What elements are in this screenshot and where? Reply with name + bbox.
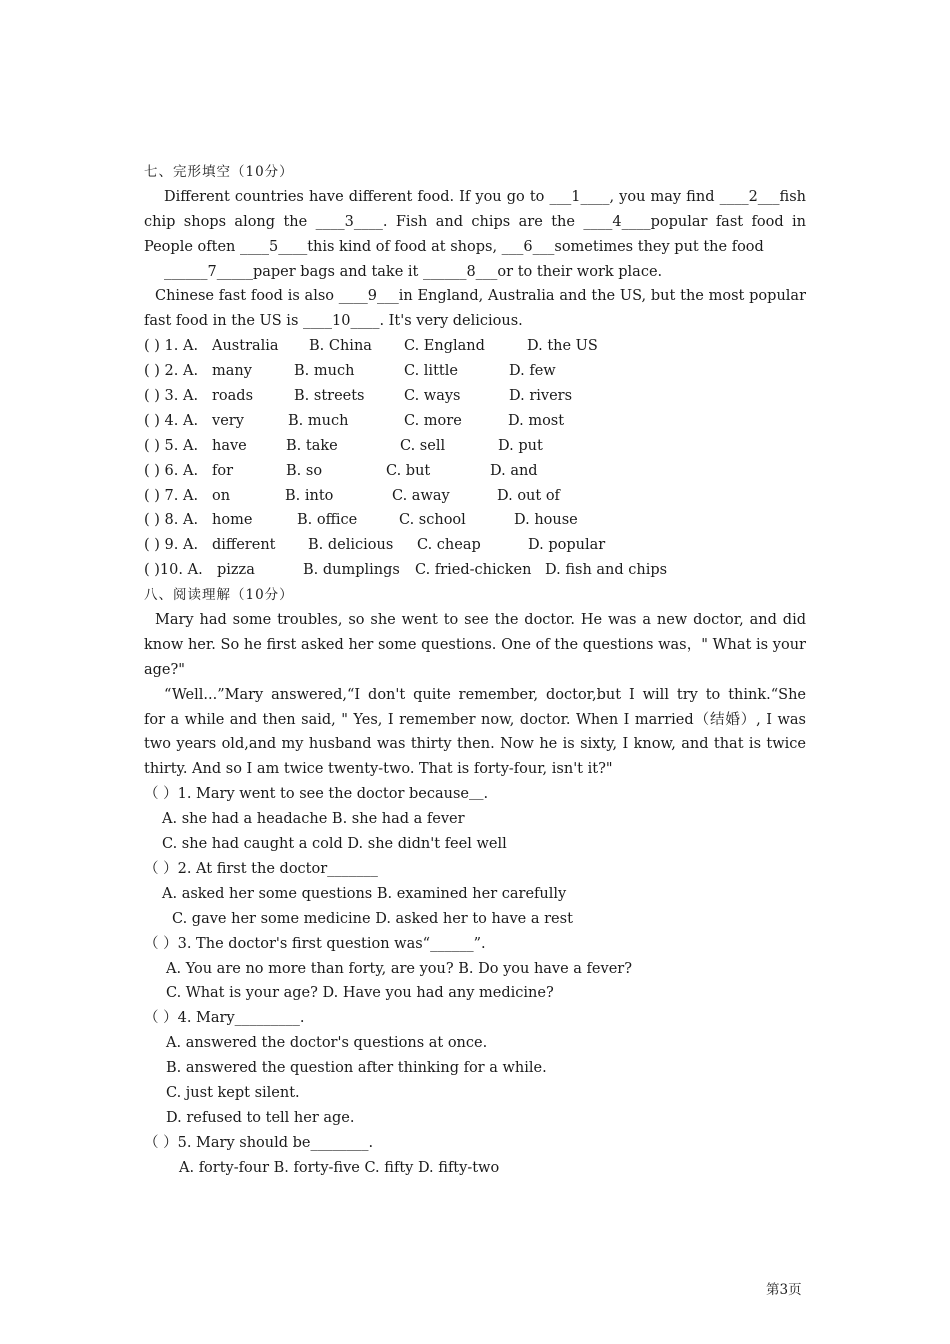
cloze-question-row [144,334,806,359]
option-d: D. and [490,462,538,479]
option-c: C. fried-chicken [415,562,532,579]
reading-question-options: A. You are no more than forty, are you? B. Do you have a fever? [166,960,632,977]
reading-passage-line: “Well...”Mary answered,“I don't quite remember, doctor,but I will try to think.“She [164,686,806,703]
cloze-passage-line: Chinese fast food is also ____9___in England, Australia and the US, but the most popular [155,288,806,305]
option-a: Australia [212,338,279,355]
cloze-passage-line: Different countries have different food. If you go to ___1____, you may find ____2___fish [164,188,806,205]
option-a: many [212,363,252,380]
option-b: B. streets [294,388,365,405]
reading-question-options: A. answered the doctor's questions at once. [166,1035,488,1052]
reading-passage-line: for a while and then said, " Yes, I remember now, doctor. When I married（结婚）, I was [144,711,806,728]
cloze-question-row [144,558,806,583]
reading-question-options: C. she had caught a cold D. she didn't feel well [162,836,507,853]
question-number: ( ) 6. A. [144,462,199,479]
question-number: ( ) 7. A. [144,487,199,504]
option-d: D. rivers [509,388,573,405]
cloze-question-row [144,384,806,409]
cloze-heading: 七、完形填空（10分） [144,164,294,180]
option-d: D. put [498,437,543,454]
page-content [144,160,806,1181]
option-d: D. popular [528,537,606,554]
reading-question-options: C. What is your age? D. Have you had any medicine? [166,985,554,1002]
option-c: C. more [404,412,462,429]
option-a: for [212,462,234,479]
reading-question-stem: （ ）4. Mary_________. [144,1010,305,1027]
option-d: D. out of [497,487,560,504]
reading-question-stem: （ ）5. Mary should be________. [144,1134,374,1151]
reading-question-options: A. forty-four B. forty-five C. fifty D. fifty-two [179,1159,500,1176]
reading-question-stem: （ ）1. Mary went to see the doctor because＿. [144,786,489,803]
option-c: C. ways [404,388,461,405]
question-number: ( ) 1. A. [144,338,199,355]
reading-passage-line: Mary had some troubles, so she went to see the doctor. He was a new doctor, and did [155,612,806,629]
cloze-passage-line: ______7_____paper bags and take it ______8___or to their work place. [164,263,663,280]
question-number: ( ) 9. A. [144,537,199,554]
option-b: B. delicious [308,537,394,554]
reading-heading: 八、阅读理解（10分） [144,587,294,604]
reading-question-options: A. she had a headache B. she had a fever [162,811,465,828]
cloze-question-row [144,508,806,533]
option-a: home [212,512,253,529]
option-c: C. little [404,363,458,380]
option-c: C. school [399,512,466,529]
option-a: have [212,437,247,454]
reading-passage-line: age?" [144,661,185,678]
reading-question-options: B. answered the question after thinking for a while. [166,1060,547,1077]
option-c: C. away [392,487,450,504]
question-number: ( ) 8. A. [144,512,199,529]
cloze-passage-line: fast food in the US is ____10____. It's very delicious. [144,313,523,330]
option-a: very [212,412,244,429]
option-d: D. fish and chips [545,562,668,579]
option-b: B. office [297,512,358,529]
reading-question-options: C. gave her some medicine D. asked her to have a rest [172,910,573,927]
reading-passage-line: know her. So he first asked her some questions. One of the questions was，" What is your [144,636,806,653]
page-number: 第3页 [766,1282,802,1298]
option-a: on [212,487,231,504]
option-c: C. but [386,462,431,479]
reading-question-stem: （ ）2. At first the doctor_______ [144,860,378,877]
option-a: pizza [217,562,255,579]
cloze-question-row [144,459,806,484]
cloze-question-row [144,434,806,459]
option-a: different [212,537,276,554]
cloze-passage-line: chip shops along the ____3____. Fish and chips are the ____4____popular fast food in [144,213,806,230]
option-b: B. much [294,363,355,380]
question-number: ( ) 4. A. [144,412,199,429]
option-b: B. much [288,412,349,429]
cloze-passage-line: People often ____5____this kind of food at shops, ___6___sometimes they put the food [144,238,764,255]
reading-passage-line: two years old,and my husband was thirty then. Now he is sixty, I know, and that is twice [144,736,806,753]
option-c: C. England [404,338,485,355]
reading-question-options: D. refused to tell her age. [166,1109,355,1126]
reading-passage-line: thirty. And so I am twice twenty-two. That is forty-four, isn't it?" [144,761,613,778]
option-d: D. the US [527,338,598,355]
cloze-question-row [144,484,806,509]
option-d: D. house [514,512,578,529]
option-d: D. few [509,363,556,380]
option-b: B. take [286,437,338,454]
cloze-question-row [144,409,806,434]
reading-question-stem: （ ）3. The doctor's first question was“______”. [144,935,486,952]
option-b: B. so [286,462,323,479]
question-number: ( ) 3. A. [144,388,199,405]
cloze-question-row [144,533,806,558]
option-b: B. dumplings [303,562,400,579]
reading-question-options: C. just kept silent. [166,1084,300,1101]
option-c: C. cheap [417,537,481,554]
cloze-question-row [144,359,806,384]
question-number: ( )10. A. [144,562,203,579]
reading-question-options: A. asked her some questions B. examined her carefully [162,885,567,902]
option-b: B. into [285,487,334,504]
question-number: ( ) 2. A. [144,363,199,380]
option-c: C. sell [400,437,446,454]
question-number: ( ) 5. A. [144,437,199,454]
option-b: B. China [309,338,372,355]
option-a: roads [212,388,254,405]
option-d: D. most [508,412,565,429]
